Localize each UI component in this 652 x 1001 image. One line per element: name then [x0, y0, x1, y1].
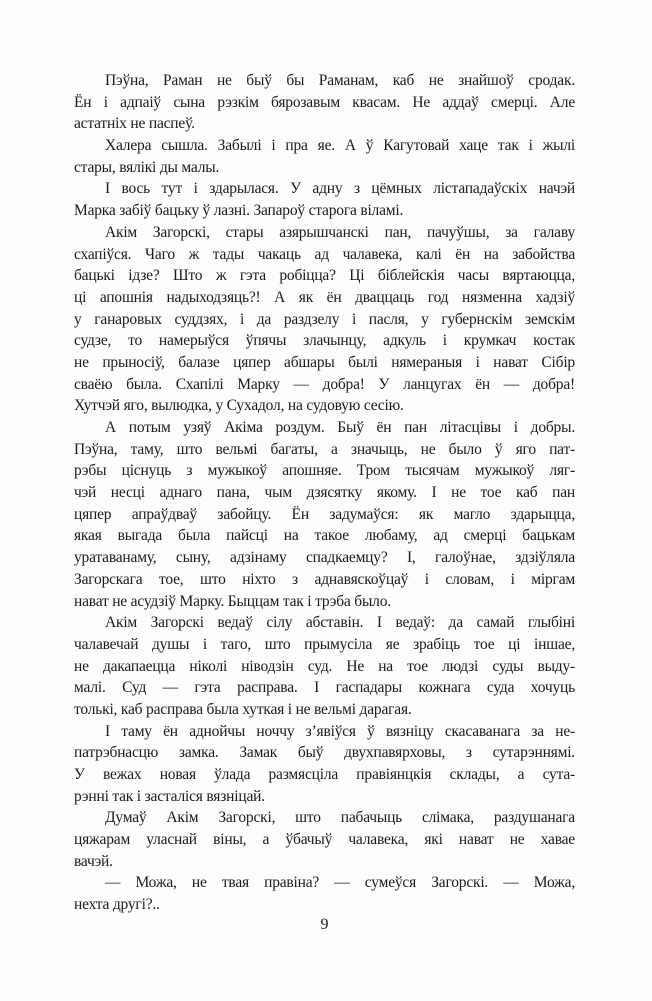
text-line: астатніх не паспеў.: [74, 115, 195, 133]
text-line: Пэўна, таму, што вельмі багаты, а значыць, не было ў яго пат-: [74, 440, 575, 458]
paragraph: [74, 612, 575, 720]
paragraph: [74, 222, 575, 417]
text-line: І вось тут і здарылася. У адну з цёмных лістападаўскіх начэй: [105, 180, 575, 198]
paragraph: [74, 135, 575, 178]
text-line: ці апошнія надыходзяць?! А як ён дваццаць год нязменна хадзіў: [74, 288, 575, 306]
text-line: І таму ён аднойчы ноччу з’явіўся ў вязніцу скасаванага за не-: [105, 722, 575, 740]
text-line: рэнні так і засталіся вязніцай.: [74, 787, 265, 805]
text-line: уратаванаму, сыну, адзінаму спадкаемцу? І, галоўнае, здзіўляла: [74, 549, 575, 567]
text-line: рэбы ціснуць з мужыкоў апошняе. Тром тысячам мужыкоў ляг-: [74, 462, 575, 480]
text-line: бацькі ідзе? Што ж гэта робіцца? Ці біблейскія часы вяртаюцца,: [74, 267, 575, 285]
text-line: У вежах новая ўлада размясціла правіянцкія склады, а сута-: [74, 766, 575, 783]
text-line: якая выгада была пайсці на такое любаму, ад смерці бацькам: [74, 527, 575, 545]
paragraph: [74, 70, 575, 135]
text-line: Акім Загорскі ведаў сілу абставін. І ведаў: да самай глыбіні: [105, 614, 575, 632]
text-line: Марка забіў бацьку ў лазні. Запароў старога віламі.: [74, 202, 404, 220]
text-line: Ён і адпаіў сына рэзкім бярозавым квасам. Не аддаў смерці. Але: [74, 93, 575, 111]
text-line: чэй несці аднаго пана, чым дзясятку якому. І не тое каб пан: [74, 484, 575, 502]
text-line: стары, вялікі ды малы.: [74, 158, 220, 176]
text-line: Халера сышла. Забылі і пра яе. А ў Кагутовай хаце так і жылі: [105, 137, 575, 155]
text-line: нехта другі?..: [74, 896, 160, 914]
text-line: сваёю была. Схапілі Марку — добра! У ланцугах ён — добра!: [74, 375, 575, 393]
text-line: вачэй.: [74, 852, 113, 870]
text-line: цяпер апраўдваў забойцу. Ён задумаўся: як магло здарыцца,: [74, 505, 575, 523]
text-line: патрэбнасцю замка. Замак быў двухпавярховы, з сутарэннямі.: [74, 744, 575, 762]
text-line: Думаў Акім Загорскі, што пабачыць слімака, раздушанага: [105, 809, 575, 827]
text-line: судзе, то намерыўся ўпячы злачынцу, адкуль і крумкач костак: [74, 332, 575, 350]
text-line: цяжарам уласнай віны, а ўбачыў чалавека, які нават не хавае: [74, 831, 575, 849]
text-block: [74, 70, 575, 916]
text-line: нават не асудзіў Марку. Быццам так і трэба было.: [74, 592, 391, 610]
text-line: схапіўся. Чаго ж тады чакаць ад чалавека, калі ён на забойства: [74, 245, 575, 263]
paragraph: [74, 178, 575, 221]
paragraph: [74, 721, 575, 808]
text-line: не дакапаецца ніколі ніводзін суд. Не на тое людзі суды выду-: [74, 657, 575, 675]
text-line: чалавечай душы і таго, што прымусіла яе зрабіць тое ці іншае,: [74, 635, 575, 653]
paragraph: [74, 872, 575, 915]
paragraph: [74, 417, 575, 612]
text-line: у ганаровых суддзях, і да раздзелу і пасля, у губернскім земскім: [74, 310, 575, 328]
text-line: А потым узяў Акіма роздум. Быў ён пан літасцівы і добры.: [105, 419, 575, 436]
text-line: не прыносіў, балазе цяпер абшары былі нямераныя і нават Сібір: [74, 353, 575, 371]
page-number: 9: [320, 916, 329, 933]
text-line: — Можа, не твая правіна? — сумеўся Загорскі. — Можа,: [105, 874, 575, 892]
text-line: толькі, каб расправа была хуткая і не вельмі дарагая.: [74, 700, 412, 718]
text-line: Акім Загорскі, стары азярышчанскі пан, пачуўшы, за галаву: [105, 223, 575, 241]
text-line: Пэўна, Раман не быў бы Раманам, каб не знайшоў сродак.: [105, 72, 575, 89]
text-line: Хутчэй яго, вылюдка, у Сухадол, на судовую сесію.: [74, 397, 404, 415]
paragraph: [74, 807, 575, 872]
text-line: малі. Суд — гэта расправа. І гаспадары кожнага суда хочуць: [74, 679, 575, 697]
text-line: Загорскага тое, што ніхто з аднавяскоўцаў і словам, і міргам: [74, 570, 575, 588]
